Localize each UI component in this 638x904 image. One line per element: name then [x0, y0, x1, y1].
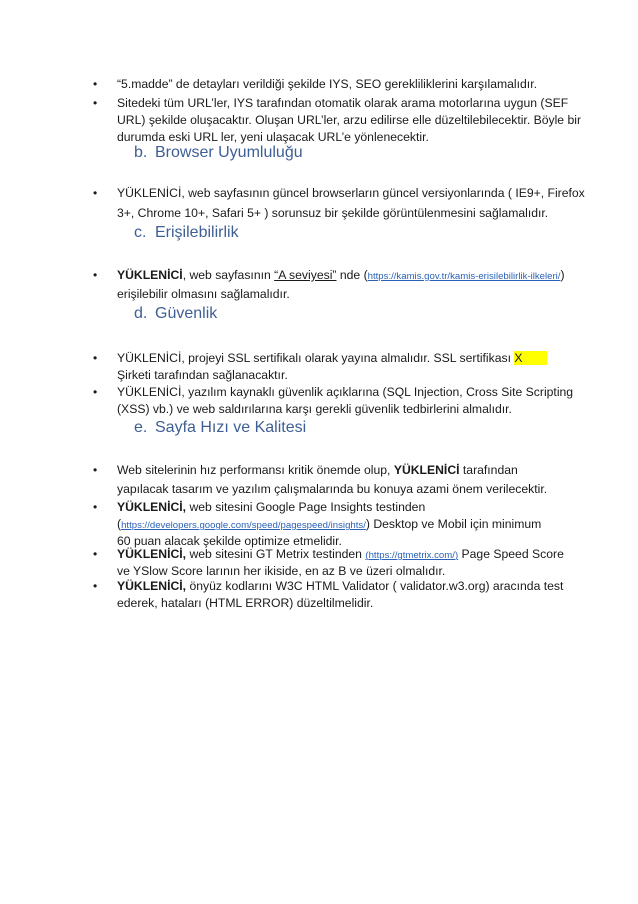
bullet-icon: • — [93, 579, 98, 593]
list-item-line — [117, 563, 445, 579]
text-segment: Şirketi tarafından sağlanacaktır. — [117, 368, 288, 382]
list-item-line — [117, 350, 547, 366]
heading-letter: d. — [134, 305, 148, 322]
link[interactable]: ) — [454, 550, 459, 561]
highlighted-text: X — [514, 351, 546, 365]
text-segment: erişilebilir olmasını sağlamalıdır. — [117, 287, 290, 301]
text-segment: 3+, Chrome 10+, Safari 5+ ) sorunsuz bir şekilde görüntülenmesini sağlamalıdır. — [117, 206, 549, 220]
list-item-line — [117, 578, 563, 594]
text-segment: Web sitelerinin hız performansı kritik önemde olup, — [117, 463, 394, 477]
heading-letter: c. — [134, 224, 147, 241]
text-segment: ) — [560, 268, 565, 282]
bullet-icon: • — [93, 77, 98, 91]
bullet-icon: • — [93, 463, 98, 477]
text-segment: web sitesini GT Metrix testinden — [186, 547, 366, 561]
heading-title: Erişilebilirlik — [155, 224, 239, 241]
text-segment: YÜKLENİCİ, web sayfasının güncel browserların güncel versiyonlarında ( IE9+, Firefox — [117, 186, 585, 200]
list-item-line — [117, 286, 290, 302]
text-segment: nde ( — [336, 268, 368, 282]
list-item-line — [117, 595, 373, 611]
text-segment: yapılacak tasarım ve yazılım çalışmalarında bu konuya azami önem verilecektir. — [117, 482, 548, 496]
text-segment: YÜKLENİCİ, — [117, 547, 187, 561]
list-item-line — [117, 481, 547, 497]
heading-title: Browser Uyumluluğu — [155, 144, 303, 161]
text-segment: önyüz kodlarını W3C HTML Validator ( validator.w3.org) aracında test — [186, 579, 564, 593]
text-segment: 60 puan alacak şekilde optimize etmelidir. — [117, 534, 342, 548]
list-item-line — [117, 112, 581, 128]
bullet-icon: • — [93, 385, 98, 399]
heading-title: Güvenlik — [155, 305, 218, 322]
bullet-icon: • — [93, 351, 98, 365]
text-segment: “A seviyesi” — [274, 268, 337, 282]
text-segment: , web sayfasının — [182, 268, 275, 282]
text-segment: YÜKLENİCİ, — [117, 579, 187, 593]
bullet-icon: • — [93, 500, 98, 514]
text-segment: YÜKLENİCİ — [393, 463, 460, 477]
list-item-line — [117, 546, 564, 564]
text-segment: ve YSlow Score larının her ikiside, en az B ve üzeri olmalıdır. — [117, 564, 446, 578]
list-item-line — [117, 462, 518, 478]
text-segment: web sitesini Google Page Insights testinden — [186, 500, 426, 514]
link[interactable]: https://developers.google.com/speed/pagespeed/insights/ — [121, 520, 366, 531]
text-segment: YÜKLENİCİ, — [117, 500, 187, 514]
text-segment: ederek, hataları (HTML ERROR) düzeltilmelidir. — [117, 596, 374, 610]
bullet-icon: • — [93, 547, 98, 561]
list-item-line — [117, 95, 568, 111]
text-segment: YÜKLENİCİ, yazılım kaynaklı güvenlik açıklarına (SQL Injection, Cross Site Scripting — [117, 385, 574, 399]
section-heading — [134, 304, 217, 324]
link[interactable]: https://gtmetrix.com/ — [368, 550, 455, 561]
text-segment: URL) şekilde oluşacaktır. Oluşan URL’ler, arzu edilirse elle düzeltilebilecektir. Böyle bir — [117, 113, 582, 127]
text-segment: YÜKLENİCİ — [117, 268, 183, 282]
text-segment: ) Desktop ve Mobil için minimum — [365, 517, 542, 531]
list-item-line — [117, 185, 585, 201]
link[interactable]: ( — [365, 550, 369, 561]
text-segment: “5.madde” de detayları verildiği şekilde IYS, SEO gerekliliklerini karşılamalıdır. — [117, 77, 537, 91]
section-heading — [134, 143, 303, 163]
list-item-line — [117, 499, 425, 515]
text-segment: Sitedeki tüm URL’ler, IYS tarafından otomatik olarak arama motorlarına uygun (SEF — [117, 96, 569, 110]
list-item-line — [117, 205, 548, 221]
text-segment: durumda eski URL ler, yeni ulaşacak URL’e yönlenecektir. — [117, 130, 429, 144]
list-item-line — [117, 401, 512, 417]
list-item-line — [117, 367, 288, 383]
text-segment: ( — [117, 517, 122, 531]
section-heading — [134, 223, 239, 243]
text-segment: (XSS) vb.) ve web saldırılarına karşı gerekli güvenlik tedbirlerini almalıdır. — [117, 402, 512, 416]
list-item-line — [117, 516, 541, 534]
heading-title: Sayfa Hızı ve Kalitesi — [155, 419, 307, 436]
heading-letter: e. — [134, 419, 148, 436]
list-item-line — [117, 76, 537, 92]
heading-letter: b. — [134, 144, 148, 161]
bullet-icon: • — [93, 186, 98, 200]
bullet-icon: • — [93, 268, 98, 282]
list-item-line — [117, 267, 565, 285]
text-segment: Page Speed Score — [458, 547, 564, 561]
text-segment: tarafından — [459, 463, 518, 477]
text-segment: YÜKLENİCİ, projeyi SSL sertifikalı olarak yayına almalıdır. SSL sertifikası — [117, 351, 515, 365]
section-heading — [134, 418, 306, 438]
bullet-icon: • — [93, 96, 98, 110]
link[interactable]: https://kamis.gov.tr/kamis-erisilebilirlik-ilkeleri/ — [367, 271, 561, 282]
list-item-line — [117, 384, 573, 400]
